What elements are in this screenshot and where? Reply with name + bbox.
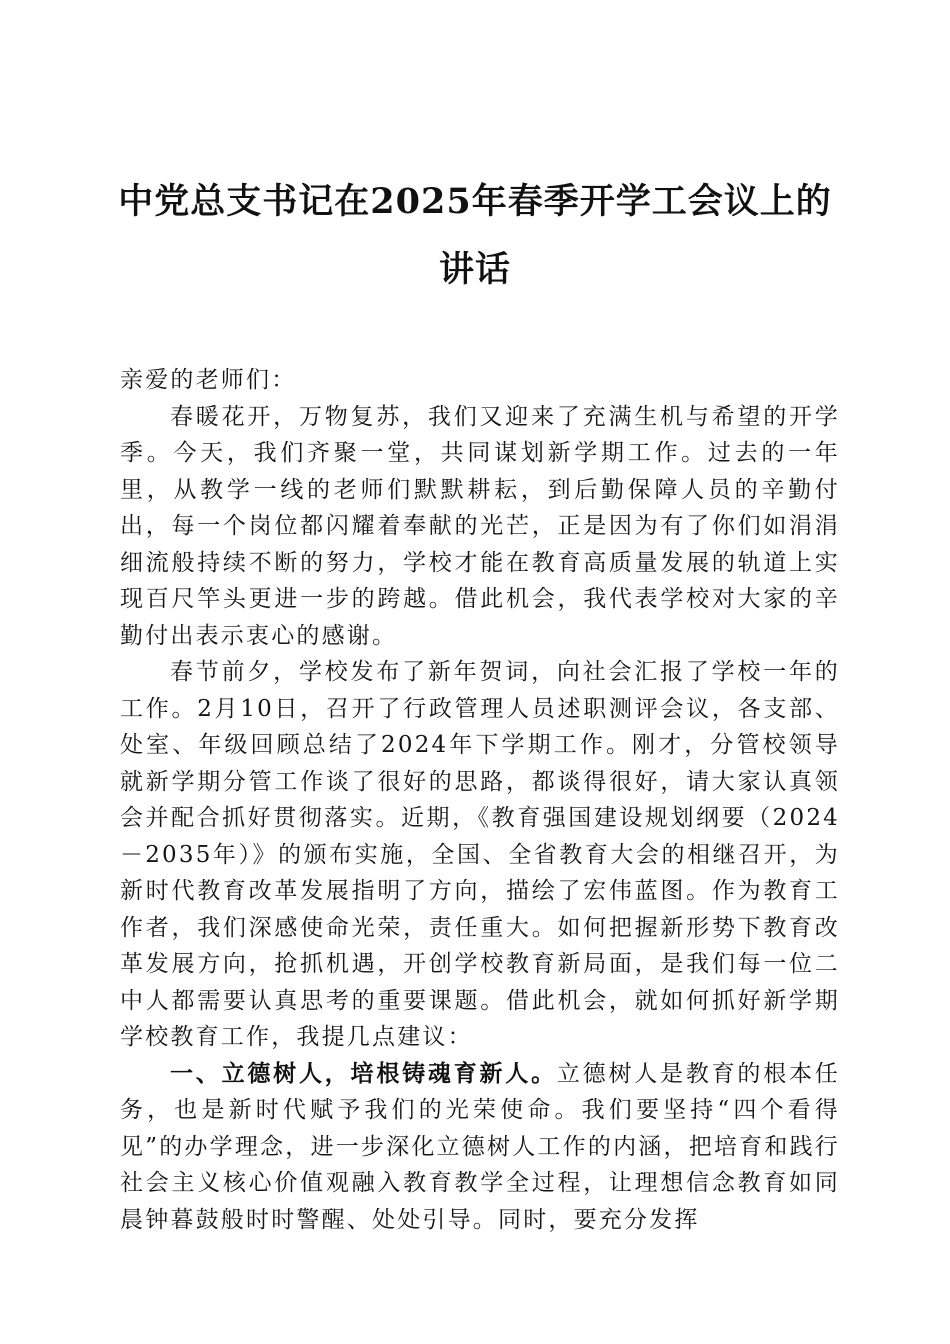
section-1-heading: 一、立德树人，培根铸魂育新人。	[170, 1059, 557, 1087]
title-line-1: 中党总支书记在2025年春季开学工会议上的	[118, 181, 832, 222]
paragraph-1: 春暖花开，万物复苏，我们又迎来了充满生机与希望的开学季。今天，我们齐聚一堂，共同谋划新学期工作。过去的一年里，从教学一线的老师们默默耕耘，到后勤保障人员的辛勤付出，每一个岗位都闪耀着奉献的光芒，正是因为有了你们如涓涓细流般持续不断的努力，学校才能在教育高质量发展的轨道上实现百尺竿头更进一步的跨越。借此机会，我代表学校对大家的辛勤付出表示衷心的感谢。	[120, 403, 840, 649]
salutation: 亲爱的老师们：	[120, 367, 297, 393]
section-1-text: 立德树人是教育的根本任务，也是新时代赋予我们的光荣使命。我们要坚持“四个看得见”的办学理念，进一步深化立德树人工作的内涵，把培育和践行社会主义核心价值观融入教育教学全过程，让理想信念教育如同晨钟暮鼓般时时警醒、处处引导。同时，要充分发挥	[120, 1060, 841, 1233]
document-title	[100, 168, 850, 304]
document-body	[120, 362, 840, 1238]
title-line-2: 讲话	[438, 249, 511, 290]
paragraph-2: 春节前夕，学校发布了新年贺词，向社会汇报了学校一年的工作。2月10日，召开了行政管理人员述职测评会议，各支部、处室、年级回顾总结了2024年下学期工作。刚才，分管校领导就新学期分管工作谈了很好的思路，都谈得很好，请大家认真领会并配合抓好贯彻落实。近期，《教育强国建设规划纲要（2024－2035年）》的颁布实施，全国、全省教育大会的相继召开，为新时代教育改革发展指明了方向，描绘了宏伟蓝图。作为教育工作者，我们深感使命光荣，责任重大。如何把握新形势下教育改革发展方向，抢抓机遇，开创学校教育新局面，是我们每一位二中人都需要认真思考的重要课题。借此机会，就如何抓好新学期学校教育工作，我提几点建议：	[120, 659, 840, 1050]
section-1-paragraph	[120, 1056, 840, 1239]
